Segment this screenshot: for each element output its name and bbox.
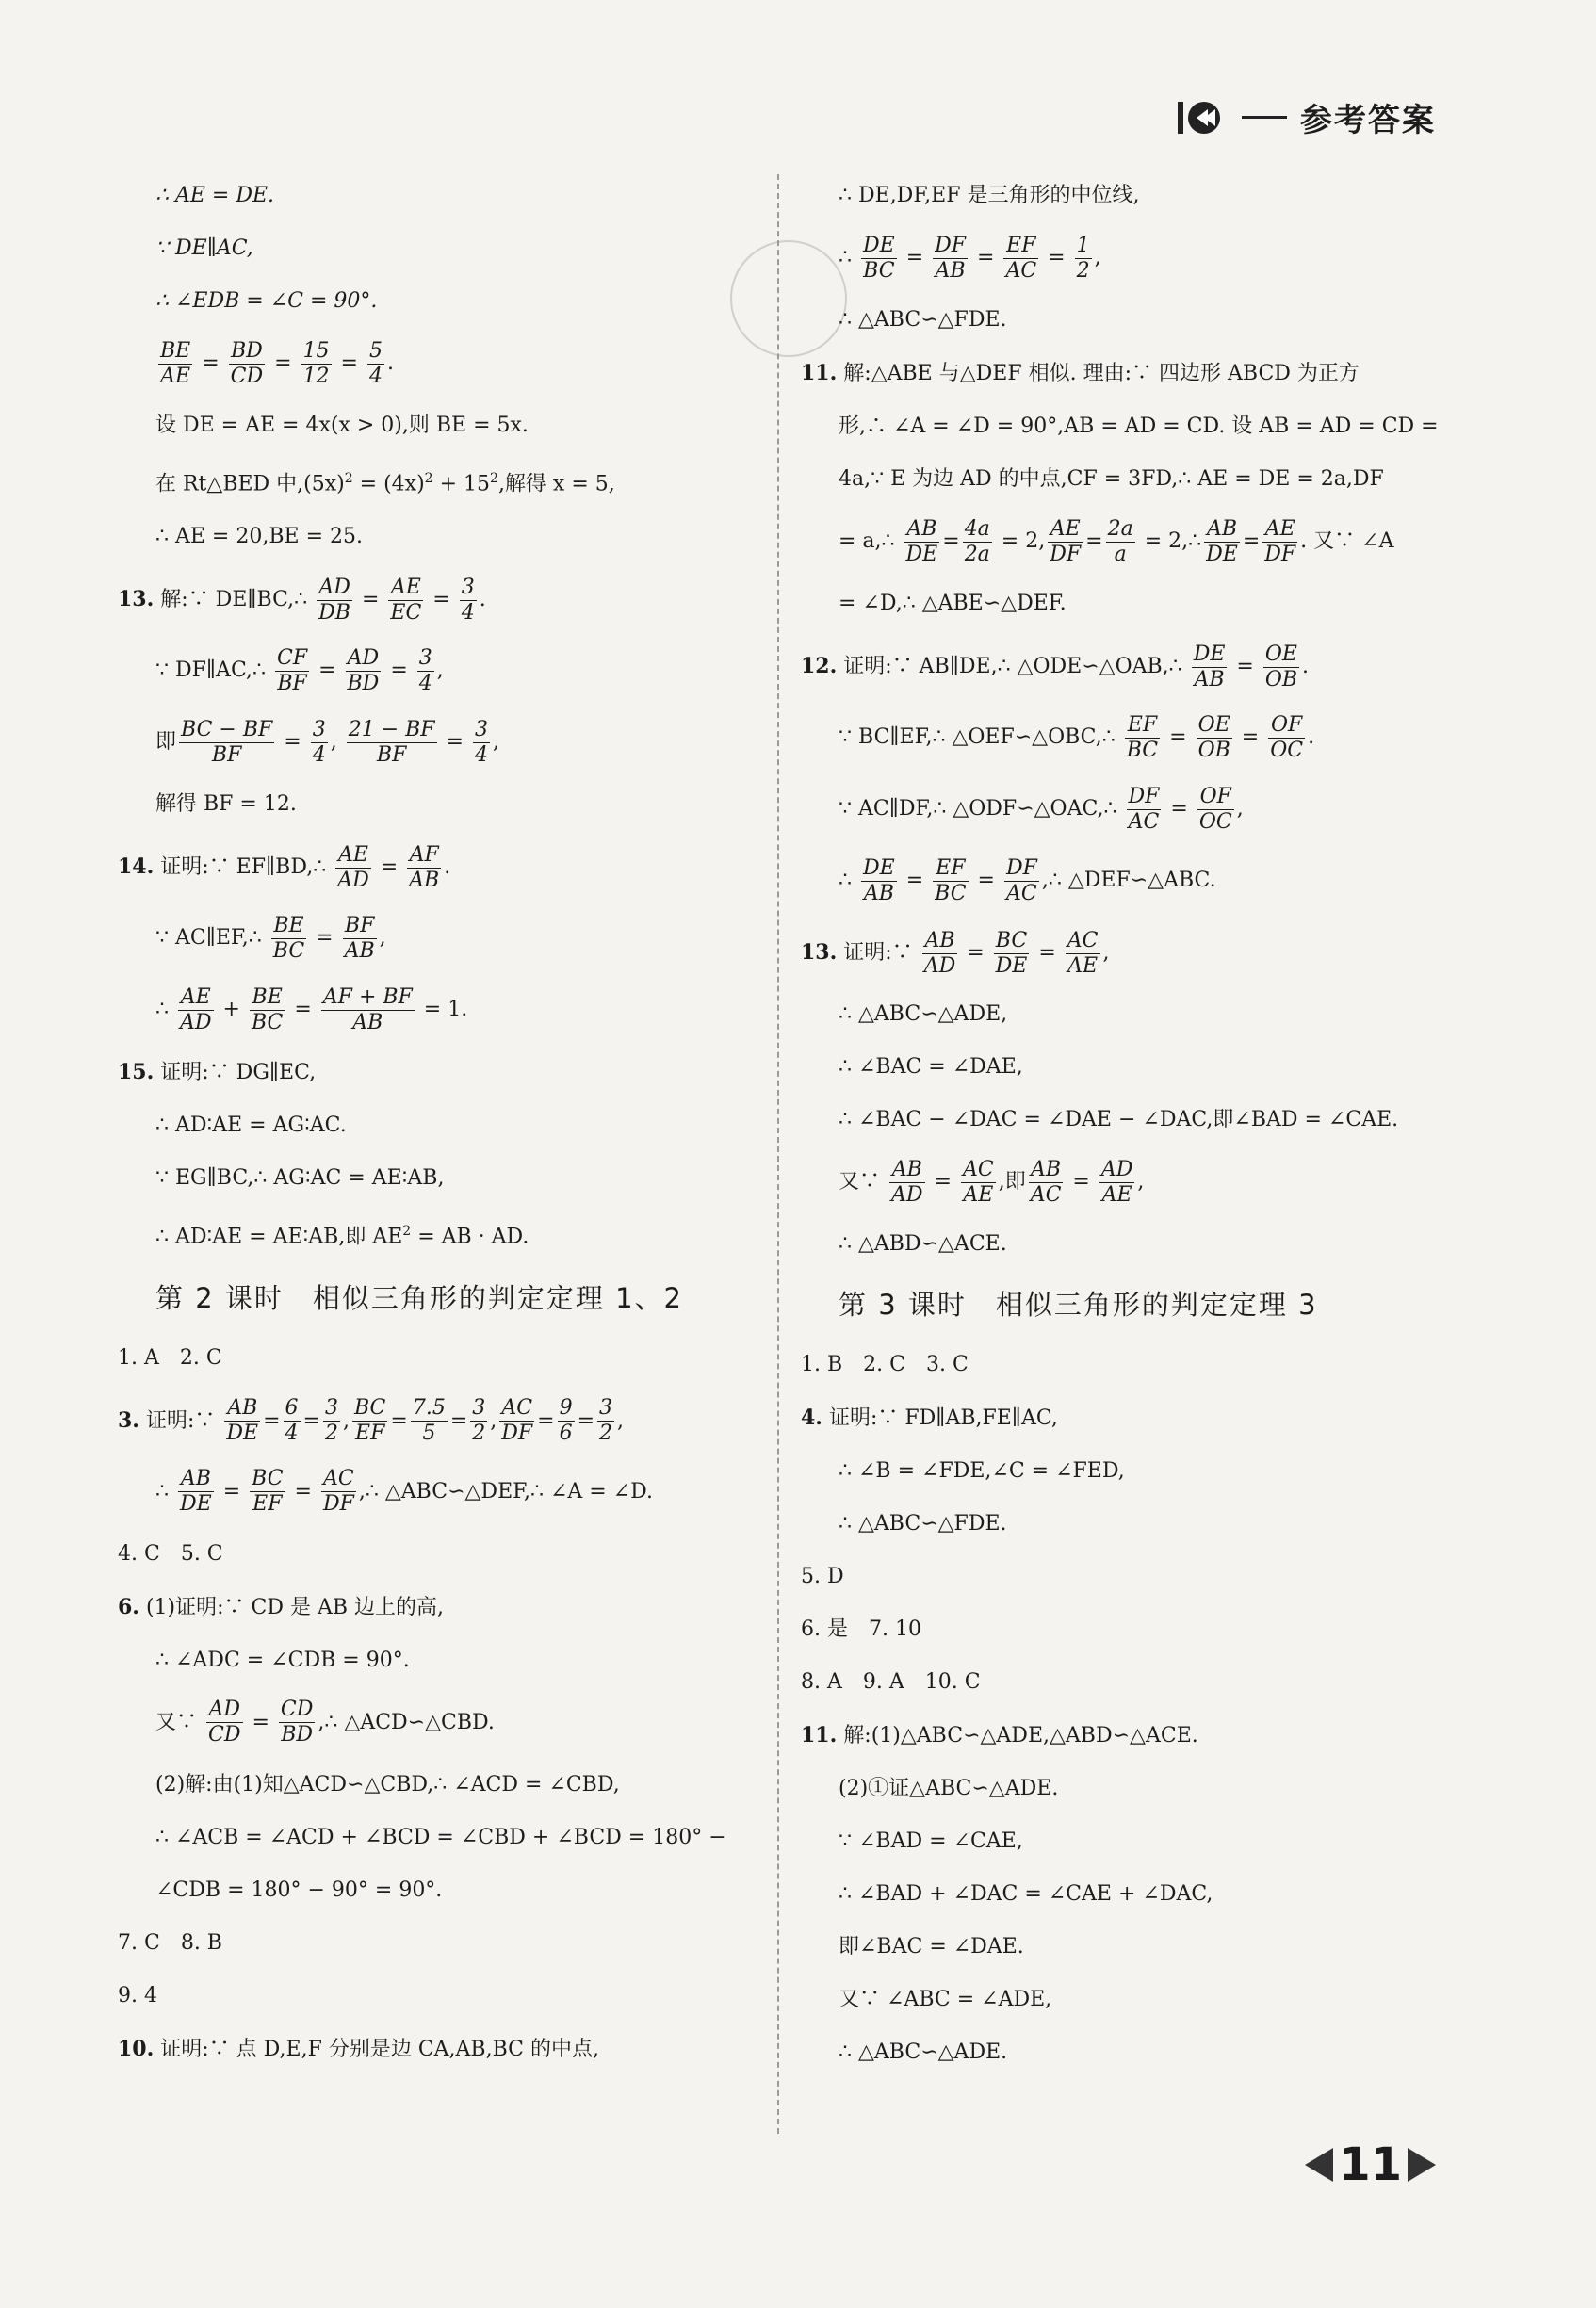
text-line: ∴ ∠ACB = ∠ACD + ∠BCD = ∠CBD + ∠BCD = 180° − bbox=[155, 1825, 726, 1849]
text-line: = ∠D,∴ △ABE∽△DEF. bbox=[839, 592, 1067, 615]
page-number-text: 11 bbox=[1339, 2138, 1402, 2191]
text-line: (2)①证△ABC∽△ADE. bbox=[839, 1777, 1059, 1800]
fraction-line: ∵ AC∥DF,∴ △ODF∽△OAC,∴ $\frac{DF}{AC}$ = $\frac{OF}{OC}$ , bbox=[839, 784, 1244, 834]
answer-line: 8. A 9. A 10. C bbox=[801, 1670, 981, 1694]
text-line: 解得 BF = 12. bbox=[155, 792, 297, 817]
text-line: ∴ ∠BAC = ∠DAE, bbox=[839, 1055, 1023, 1079]
text-line: ∴ AE = DE. bbox=[155, 184, 275, 207]
question-11: 11. 解:△ABE 与△DEF 相似. 理由:∵ 四边形 ABCD 为正方 bbox=[801, 361, 1360, 385]
fraction-line: ∴ $\frac{AE}{AD}$ + $\frac{BE}{BC}$ = $\frac{AF + BF}{AB}$ = 1. bbox=[155, 984, 468, 1034]
page-header bbox=[1176, 94, 1436, 140]
text-line: ∵ ∠BAD = ∠CAE, bbox=[839, 1829, 1023, 1853]
text-line: ∴ ∠BAC − ∠DAC = ∠DAE − ∠DAC,即∠BAD = ∠CAE. bbox=[839, 1108, 1399, 1131]
fraction-line: ∴ $\frac{AB}{DE}$ = $\frac{BC}{EF}$ = $\frac{AC}{DF}$ ,∴ △ABC∽△DEF,∴ ∠A = ∠D. bbox=[155, 1467, 653, 1517]
text-line: 设 DE = AE = 4x(x > 0),则 BE = 5x. bbox=[155, 414, 529, 437]
double-arrow-logo-icon bbox=[1176, 98, 1229, 138]
fraction-line: ∴ $\frac{DE}{AB}$ = $\frac{EF}{BC}$ = $\frac{DF}{AC}$ ,∴ △DEF∽△ABC. bbox=[839, 855, 1216, 905]
text-line: 形,∴ ∠A = ∠D = 90°,AB = AD = CD. 设 AB = AD = CD = bbox=[839, 414, 1439, 438]
text-line: ∴ △ABC∽△ADE. bbox=[839, 2040, 1008, 2064]
answer-line: 1. B 2. C 3. C bbox=[801, 1353, 969, 1376]
left-triangle-icon bbox=[1305, 2148, 1333, 2182]
text-line: ∴ △ABC∽△ADE, bbox=[839, 1002, 1008, 1026]
text-line: 在 Rt△BED 中$,(5x)^2 = (4x)^2 + 15^2$,解得 x = 5, bbox=[155, 471, 615, 496]
fraction-line: 又∵ $\frac{AD}{CD}$ = $\frac{CD}{BD}$ ,∴ △ACD∽△CBD. bbox=[155, 1698, 495, 1747]
fraction-line: 即 $\frac{BC - BF}{BF}$ = $\frac{3}{4}$ , $\frac{21 - BF}{BF}$ = $\frac{3}{4}$ , bbox=[155, 717, 499, 767]
fraction-line: ∵ AC∥EF,∴ $\frac{BE}{BC}$ = $\frac{BF}{AB}$ , bbox=[155, 913, 386, 963]
fraction-line: ∵ BC∥EF,∴ △OEF∽△OBC,∴ $\frac{EF}{BC}$ = $\frac{OE}{OB}$ = $\frac{OF}{OC}$ . bbox=[839, 712, 1315, 762]
fraction-line: ∴ $\frac{DE}{BC}$ = $\frac{DF}{AB}$ = $\frac{EF}{AC}$ = $\frac{1}{2}$ , bbox=[839, 233, 1101, 283]
fraction-line: 又∵ $\frac{AB}{AD}$ = $\frac{AC}{AE}$ ,即 $\frac{AB}{AC}$ = $\frac{AD}{AE}$ , bbox=[839, 1157, 1145, 1207]
right-column bbox=[801, 170, 1460, 2079]
text-line: ∴ ∠ADC = ∠CDB = 90°. bbox=[155, 1648, 410, 1672]
page-number bbox=[1305, 2138, 1436, 2191]
text-line: ∴ ∠B = ∠FDE,∠C = ∠FED, bbox=[839, 1459, 1125, 1483]
text-line: ∴ ∠BAD + ∠DAC = ∠CAE + ∠DAC, bbox=[839, 1882, 1213, 1906]
question-15: 15. 证明:∵ DG∥EC, bbox=[118, 1060, 317, 1085]
text-line: ∴ △ABC∽△FDE. bbox=[839, 1512, 1007, 1536]
text-line: ∴ △ABC∽△FDE. bbox=[839, 308, 1007, 332]
right-triangle-icon bbox=[1408, 2148, 1436, 2182]
answer-line: 7. C 8. B bbox=[118, 1930, 222, 1955]
question-13-right: 13. 证明:∵ $\frac{AB}{AD}$ = $\frac{BC}{DE}$ = $\frac{AC}{AE}$ , bbox=[801, 928, 1110, 978]
section-title-lesson-3: 第 3 课时 相似三角形的判定定理 3 bbox=[839, 1289, 1318, 1321]
question-12: 12. 证明:∵ AB∥DE,∴ △ODE∽△OAB,∴ $\frac{DE}{AB}$ = $\frac{OE}{OB}$ . bbox=[801, 642, 1310, 691]
answer-line: 4. C 5. C bbox=[118, 1541, 223, 1566]
text-line: ∵ DE∥AC, bbox=[155, 236, 253, 260]
fraction-line: ∵ DF∥AC,∴ $\frac{CF}{BF}$ = $\frac{AD}{BD}$ = $\frac{3}{4}$ , bbox=[155, 645, 444, 695]
question-6: 6. (1)证明:∵ CD 是 AB 边上的高, bbox=[118, 1594, 445, 1619]
left-column bbox=[118, 170, 758, 2076]
text-line: 4a,∵ E 为边 AD 的中点,CF = 3FD,∴ AE = DE = 2a,DF bbox=[839, 467, 1384, 491]
fraction-line: = a,∴ $\frac{AB}{DE}$ = $\frac{4a}{2a}$ = 2, $\frac{AE}{DF}$ = $\frac{2a}{a}$ = 2,∴ $\frac{AB}{DE}$ = $\frac{AE}{DF}$ . 又∵ ∠A bbox=[839, 516, 1394, 566]
text-line: ∴ DE,DF,EF 是三角形的中位线, bbox=[839, 184, 1140, 207]
question-13: 13. 解:∵ DE∥BC,∴ $\frac{AD}{DB}$ = $\frac{AE}{EC}$ = $\frac{3}{4}$ . bbox=[118, 575, 486, 625]
text-line: ∵ EG∥BC,∴ AG∶AC = AE∶AB, bbox=[155, 1166, 445, 1191]
column-divider bbox=[777, 174, 779, 2134]
text-line: 即∠BAC = ∠DAE. bbox=[839, 1935, 1024, 1959]
question-11-lesson-3: 11. 解:(1)△ABC∽△ADE,△ABD∽△ACE. bbox=[801, 1723, 1198, 1747]
text-line: 又∵ ∠ABC = ∠ADE, bbox=[839, 1988, 1052, 2011]
answer-line: 6. 是 7. 10 bbox=[801, 1617, 921, 1641]
text-line: ∴ AE = 20,BE = 25. bbox=[155, 525, 363, 549]
answer-line: 9. 4 bbox=[118, 1983, 157, 2007]
fraction-line: $\frac{BE}{AE}$ = $\frac{BD}{CD}$ = $\frac{15}{12}$ = $\frac{5}{4}$ . bbox=[160, 338, 394, 388]
text-line: (2)解:由(1)知△ACD∽△CBD,∴ ∠ACD = ∠CBD, bbox=[155, 1772, 620, 1796]
text-line: ∴ △ABD∽△ACE. bbox=[839, 1232, 1007, 1256]
question-14: 14. 证明:∵ EF∥BD,∴ $\frac{AE}{AD}$ = $\frac{AF}{AB}$ . bbox=[118, 842, 451, 892]
text-line: ∴ AD∶AE = AE∶AB,即 $AE^2$ = AB · AD. bbox=[155, 1224, 529, 1249]
question-10: 10. 证明:∵ 点 D,E,F 分别是边 CA,AB,BC 的中点, bbox=[118, 2036, 599, 2061]
header-title: 参考答案 bbox=[1300, 102, 1436, 139]
text-line: ∴ ∠EDB = ∠C = 90°. bbox=[155, 289, 378, 313]
answer-line: 1. A 2. C bbox=[118, 1345, 222, 1370]
text-line: ∴ AD∶AE = AG∶AC. bbox=[155, 1113, 347, 1138]
section-title-lesson-2: 第 2 课时 相似三角形的判定定理 1、2 bbox=[155, 1281, 684, 1314]
header-rule bbox=[1242, 116, 1287, 119]
question-4: 4. 证明:∵ FD∥AB,FE∥AC, bbox=[801, 1406, 1058, 1430]
text-line: ∠CDB = 180° − 90° = 90°. bbox=[155, 1877, 443, 1902]
answer-line: 5. D bbox=[801, 1565, 844, 1588]
question-3: 3. 证明:∵ $\frac{AB}{DE}$ = $\frac{6}{4}$ = $\frac{3}{2}$ , $\frac{BC}{EF}$ = $\frac{7.5}{5}$ = $\frac{3}{2}$ , $\frac{AC}{DF}$ = $\frac{9}{6}$ = $\frac{3}{2}$ , bbox=[118, 1396, 625, 1446]
